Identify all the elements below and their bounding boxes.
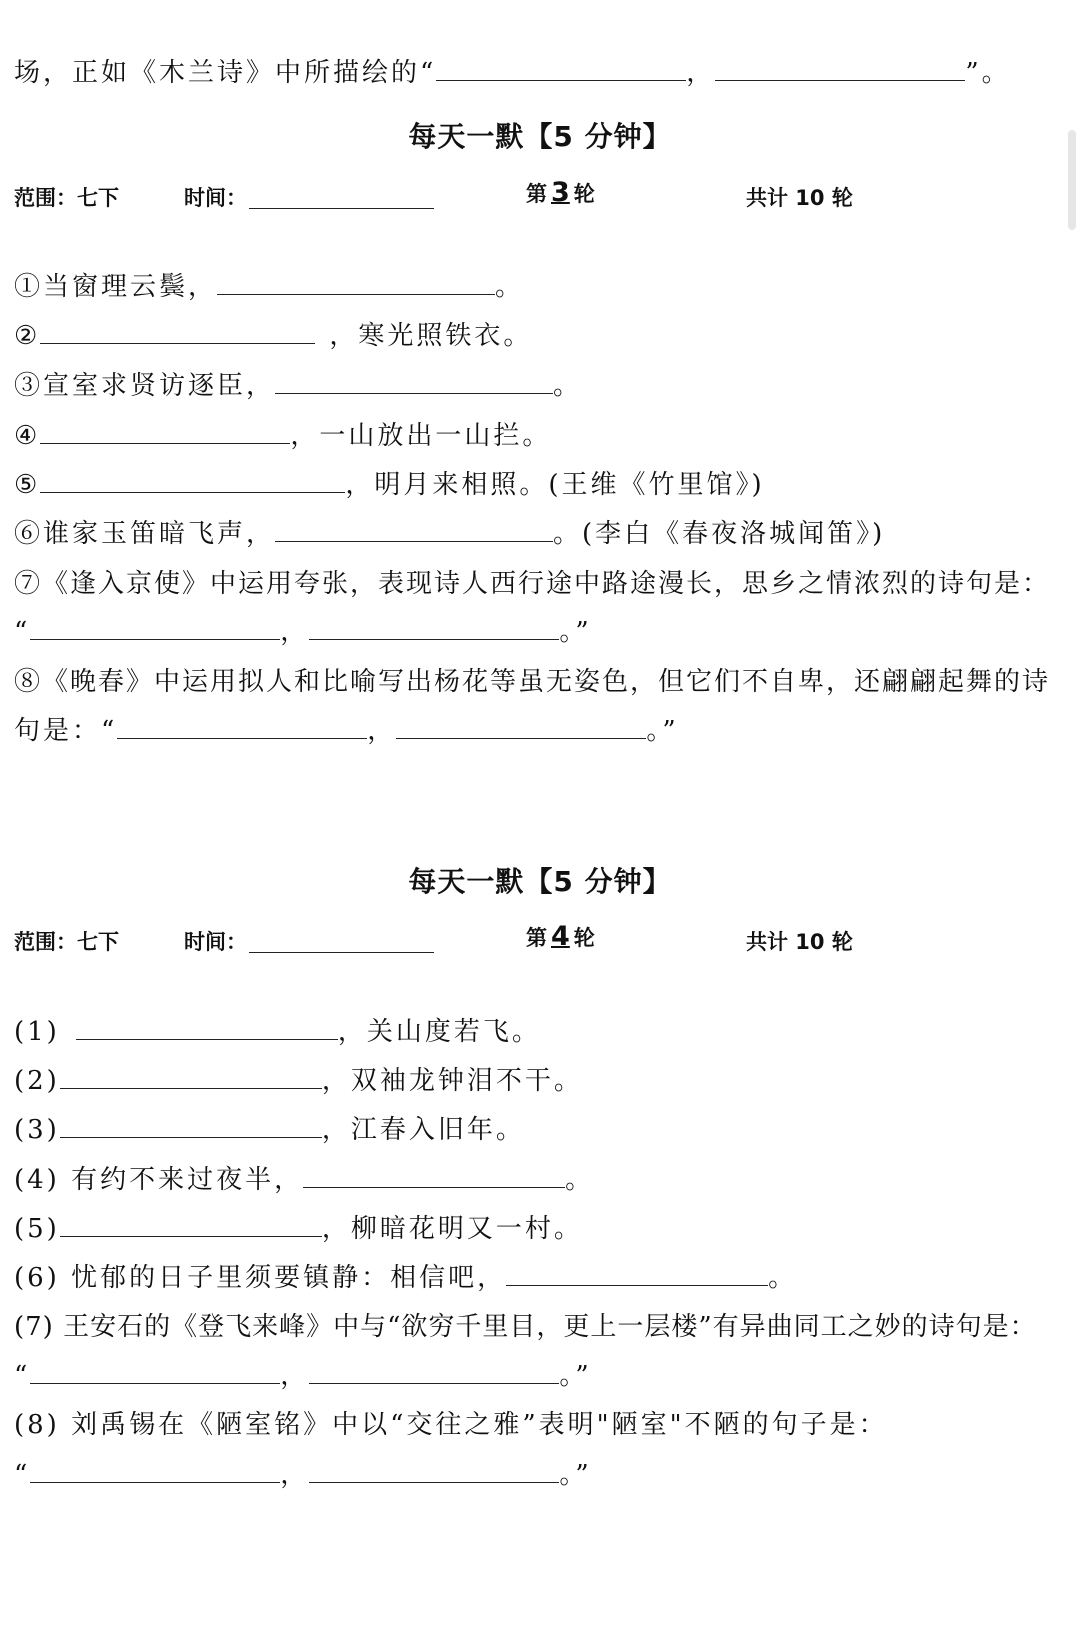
round-number: 3 xyxy=(551,177,570,208)
answer-blank[interactable] xyxy=(30,1361,280,1384)
question-1: (1) ，关山度若飞。 xyxy=(14,1017,541,1047)
round-label: 第 3 轮 xyxy=(526,177,595,208)
question-5: (5) ，柳暗花明又一村。 xyxy=(14,1214,583,1244)
total-rounds: 共计 10 轮 xyxy=(746,186,853,210)
question-2: (2) ，双袖龙钟泪不干。 xyxy=(14,1066,583,1096)
answer-blank[interactable] xyxy=(117,716,367,739)
answer-blank[interactable] xyxy=(506,1263,768,1286)
question-4: ④ ，一山放出一山拦。 xyxy=(14,421,552,451)
question-7-answer: “ ， 。” xyxy=(14,1361,592,1391)
question-8-prompt: (8) 刘禹锡在《陋室铭》中以“交往之雅”表明"陋室"不陋的句子是： xyxy=(14,1410,888,1440)
answer-blank[interactable] xyxy=(40,421,290,444)
question-3: (3) ，江春入旧年。 xyxy=(14,1115,525,1145)
question-8-answer: 句是：“ ， 。” xyxy=(14,716,679,746)
comma: ， xyxy=(686,58,716,88)
section-meta xyxy=(14,921,1014,956)
answer-blank[interactable] xyxy=(275,519,553,542)
answer-blank[interactable] xyxy=(275,371,553,394)
question-7-answer: “ ， 。” xyxy=(14,617,592,647)
answer-blank[interactable] xyxy=(76,1017,338,1040)
total-rounds: 共计 10 轮 xyxy=(746,930,853,954)
answer-blank[interactable] xyxy=(436,58,686,81)
round-number: 4 xyxy=(551,921,570,952)
answer-blank[interactable] xyxy=(60,1066,322,1089)
question-2: ② ，寒光照铁衣。 xyxy=(14,321,533,351)
time-blank[interactable] xyxy=(249,930,434,953)
section-meta xyxy=(14,177,1014,212)
question-1: ①当窗理云鬓， 。 xyxy=(14,272,525,302)
question-8-prompt: ⑧《晚春》中运用拟人和比喻写出杨花等虽无姿色，但它们不自卑，还翩翩起舞的诗 xyxy=(14,667,1051,697)
question-6: ⑥谁家玉笛暗飞声， 。(李白《春夜洛城闻笛》) xyxy=(14,519,886,549)
answer-blank[interactable] xyxy=(309,1460,559,1483)
round-label: 第 4 轮 xyxy=(526,921,595,952)
intro-text: 场，正如《木兰诗》中所描绘的“ xyxy=(14,58,437,88)
time-label: 时间： xyxy=(184,186,247,210)
time-label: 时间： xyxy=(184,930,247,954)
question-3: ③宣室求贤访逐臣， 。 xyxy=(14,371,583,401)
closing-quote: ”。 xyxy=(965,58,1011,88)
question-7-prompt: ⑦《逢入京使》中运用夸张，表现诗人西行途中路途漫长，思乡之情浓烈的诗句是： xyxy=(14,569,1051,599)
answer-blank[interactable] xyxy=(60,1115,322,1138)
intro-line xyxy=(14,52,1011,89)
answer-blank[interactable] xyxy=(40,321,315,344)
answer-blank[interactable] xyxy=(309,617,559,640)
time-blank[interactable] xyxy=(249,186,434,209)
answer-blank[interactable] xyxy=(217,272,495,295)
answer-blank[interactable] xyxy=(40,470,345,493)
scrollbar[interactable] xyxy=(1068,130,1076,230)
answer-blank[interactable] xyxy=(309,1361,559,1384)
range-label: 范围：七下 xyxy=(14,186,119,210)
section-title: 每天一默【5 分钟】 xyxy=(408,120,672,153)
answer-blank[interactable] xyxy=(396,716,646,739)
section-title: 每天一默【5 分钟】 xyxy=(408,865,672,898)
answer-blank[interactable] xyxy=(60,1214,322,1237)
answer-blank[interactable] xyxy=(303,1165,565,1188)
question-4: (4) 有约不来过夜半， 。 xyxy=(14,1165,595,1195)
question-6: (6) 忧郁的日子里须要镇静：相信吧， 。 xyxy=(14,1263,798,1293)
range-label: 范围：七下 xyxy=(14,930,119,954)
question-8-answer: “ ， 。” xyxy=(14,1460,592,1490)
answer-blank[interactable] xyxy=(30,1460,280,1483)
question-5: ⑤ ，明月来相照。(王维《竹里馆》) xyxy=(14,470,765,500)
question-7-prompt: (7) 王安石的《登飞来峰》中与“欲穷千里目，更上一层楼”有异曲同工之妙的诗句是： xyxy=(14,1312,1037,1342)
answer-blank[interactable] xyxy=(715,58,965,81)
answer-blank[interactable] xyxy=(30,617,280,640)
